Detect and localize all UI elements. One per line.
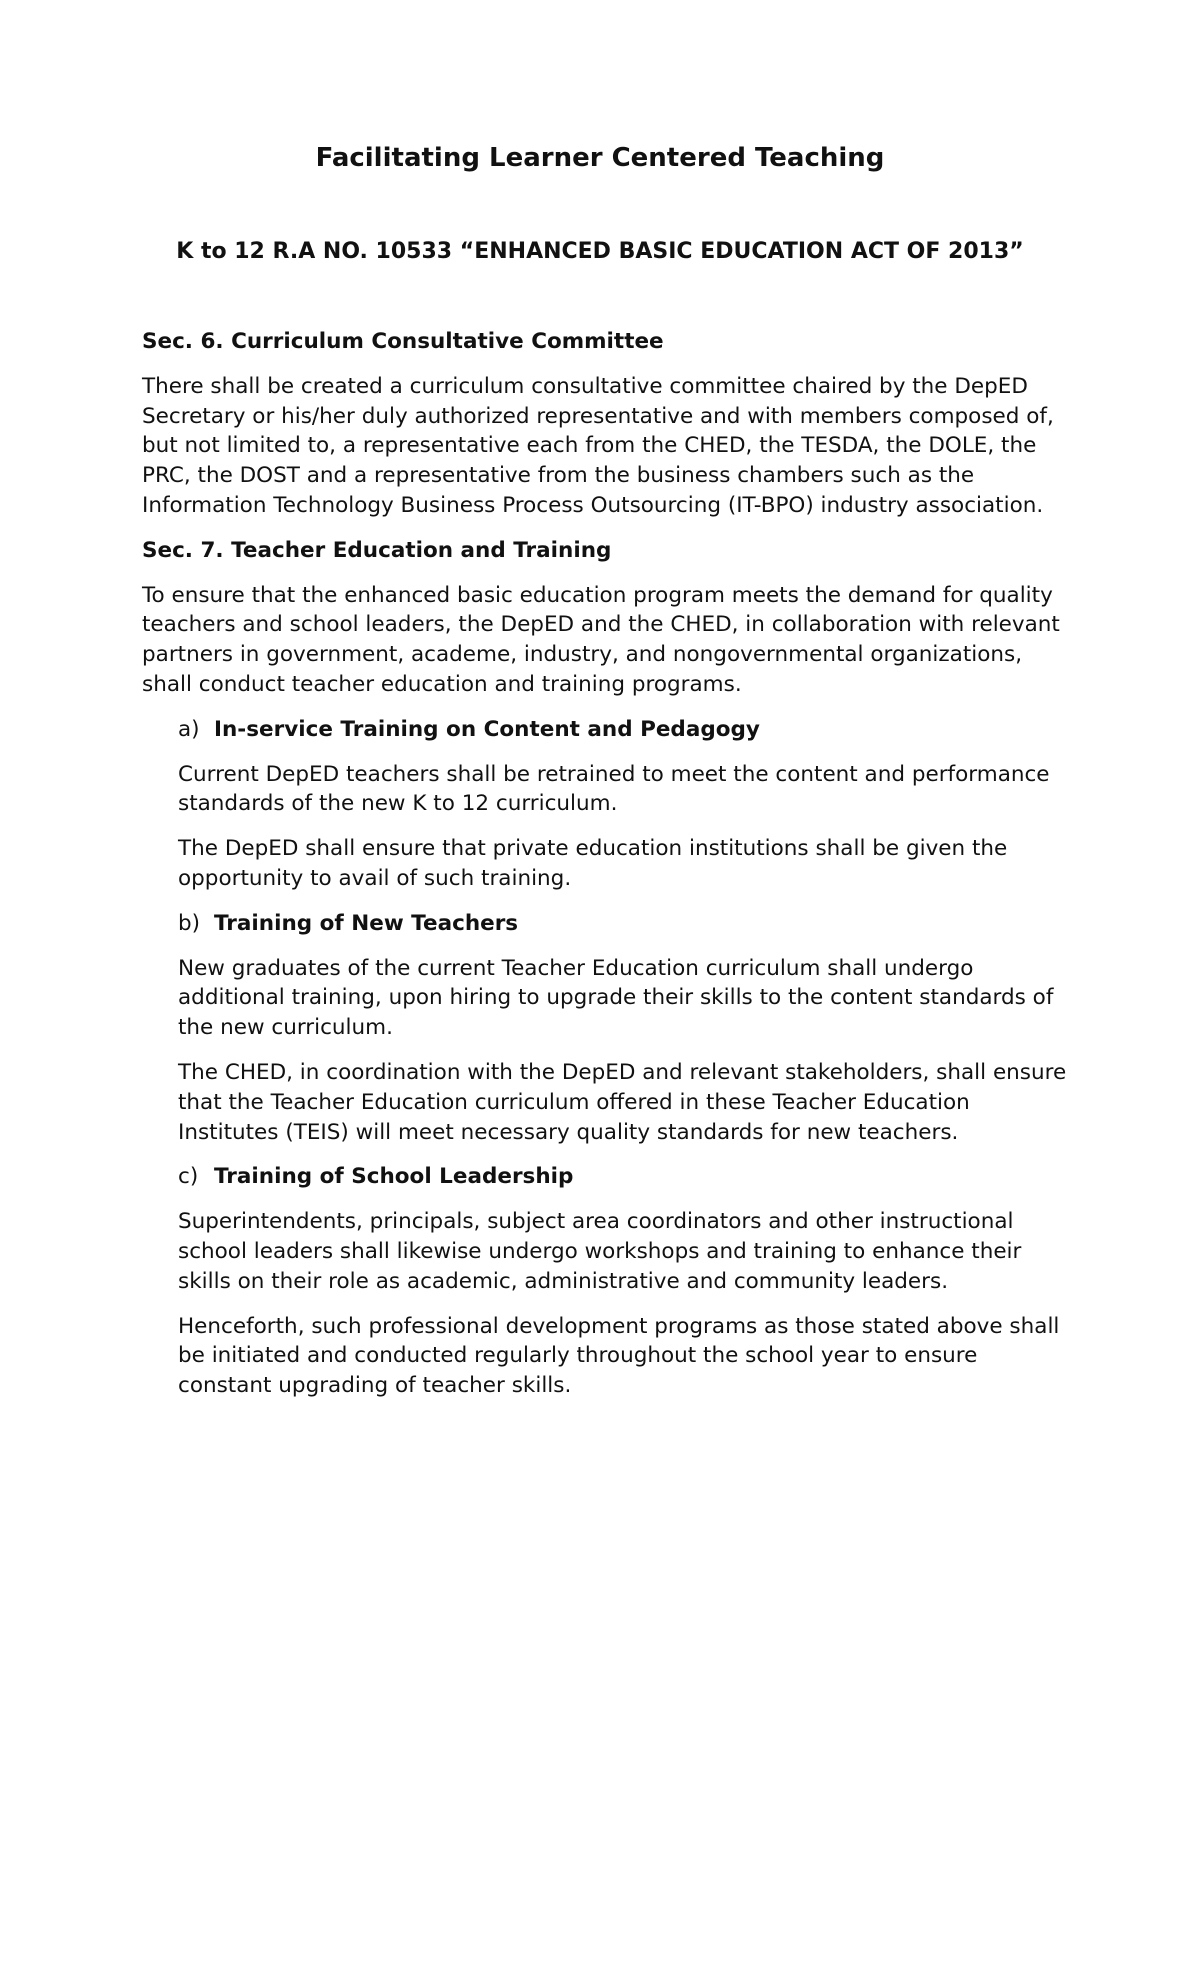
item-b-paragraph-2: The CHED, in coordination with the DepED and relevant stakeholders, shall ensure that the Teacher Education curriculum offered in these Teacher Education Institutes (TEIS) will meet necessary quality standards for new teachers.: [178, 1059, 1067, 1145]
section-7-heading: Sec. 7. Teacher Education and Training: [142, 537, 612, 563]
item-b-paragraph-1: New graduates of the current Teacher Education curriculum shall undergo additional training, upon hiring to upgrade their skills to the content standards of the new curriculum.: [178, 955, 1054, 1041]
item-b-heading: [178, 909, 1072, 939]
item-c-title: Training of School Leadership: [214, 1164, 574, 1190]
item-b-title: Training of New Teachers: [214, 910, 519, 936]
item-a-paragraph-2: The DepED shall ensure that private education institutions shall be given the opportunity to avail of such training.: [178, 836, 1008, 891]
section-7-paragraph: To ensure that the enhanced basic education program meets the demand for quality teachers and school leaders, the DepED and the CHED, in collaboration with relevant partners in government, academe, industry, and nongovernmental organizations, shall conduct teacher education and training programs.: [142, 582, 1060, 697]
item-c-paragraph-1: Superintendents, principals, subject area coordinators and other instructional school leaders shall likewise undergo workshops and training to enhance their skills on their role as academic, administrative and community leaders.: [178, 1209, 1022, 1294]
item-a-heading: [178, 715, 1072, 745]
item-c-heading: [178, 1162, 1072, 1192]
document-body: [142, 327, 1072, 1416]
item-a-paragraph-1: Current DepED teachers shall be retrained to meet the content and performance standards of the new K to 12 curriculum.: [178, 761, 1050, 817]
section-6-heading: Sec. 6. Curriculum Consultative Committee: [142, 329, 664, 354]
item-c-paragraph-2: Henceforth, such professional development programs as those stated above shall be initiated and conducted regularly throughout the school year to ensure constant upgrading of teacher skills.: [178, 1313, 1060, 1399]
item-c-letter: c): [178, 1164, 199, 1190]
item-a-title: In-service Training on Content and Pedagogy: [214, 716, 760, 742]
item-b-letter: b): [178, 910, 201, 936]
document-title: Facilitating Learner Centered Teaching: [315, 143, 885, 173]
section-6-paragraph: There shall be created a curriculum consultative committee chaired by the DepED Secretary or his/her duly authorized representative and with members composed of, but not limited to, a representative each from the CHED, the TESDA, the DOLE, the PRC, the DOST and a representative from the business chambers such as the Information Technology Business Process Outsourcing (IT-BPO) industry association.: [142, 373, 1054, 518]
item-a-letter: a): [178, 716, 200, 742]
document-subtitle: K to 12 R.A NO. 10533 “ENHANCED BASIC EDUCATION ACT OF 2013”: [176, 239, 1024, 264]
